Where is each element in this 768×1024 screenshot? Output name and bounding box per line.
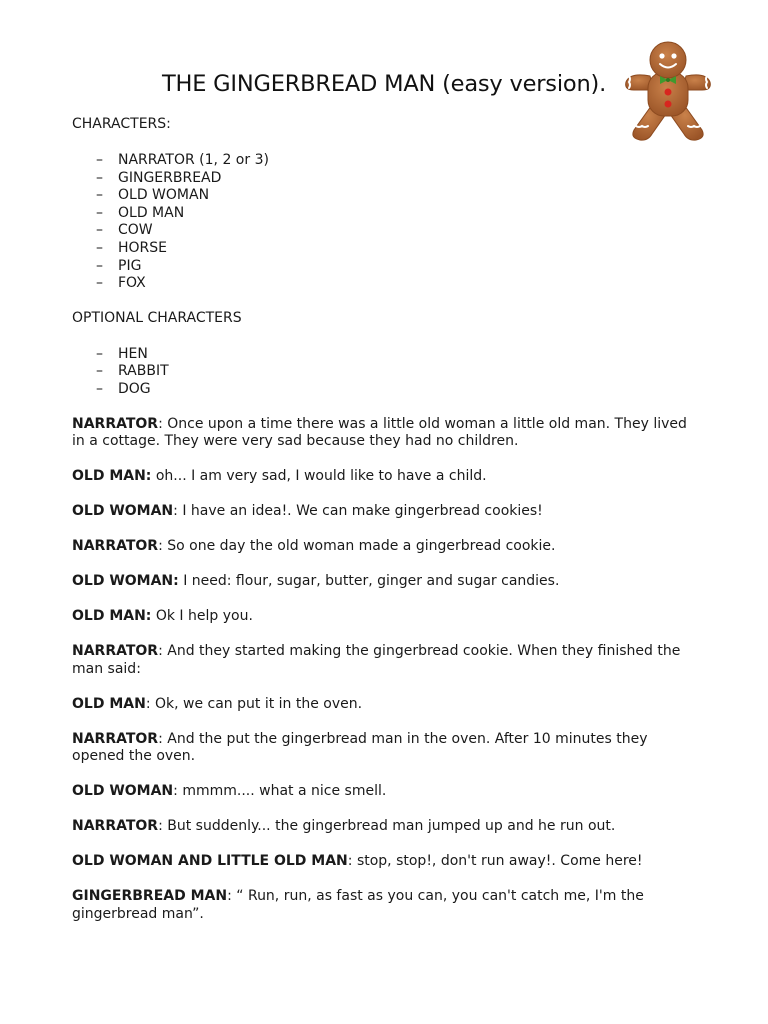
- dialogue-line: [72, 888, 702, 923]
- list-item: – GINGERBREAD: [96, 169, 222, 186]
- dialogue-line: [72, 608, 702, 626]
- speaker-name: NARRATOR: [72, 818, 159, 835]
- document-body: [72, 116, 702, 941]
- optional-characters-list: [72, 346, 702, 399]
- speaker-name: GINGERBREAD MAN: [72, 888, 228, 905]
- speaker-name: OLD WOMAN: [72, 783, 174, 800]
- dialogue-text: : “ Run, run, as fast as you can, you can't catch me, I'm the gingerbread man”.: [72, 888, 644, 922]
- speaker-name: OLD WOMAN: [72, 503, 174, 520]
- dialogue-text: : mmmm.... what a nice smell.: [173, 783, 387, 800]
- dialogue-line: [72, 538, 702, 556]
- list-item: – OLD MAN: [96, 204, 185, 221]
- list-item: – RABBIT: [96, 363, 169, 380]
- speaker-name: OLD MAN: [72, 695, 146, 712]
- dialogue-text: : Once upon a time there was a little old woman a little old man. They lived in a cottage. They were very sad because they had no children.: [72, 415, 687, 450]
- list-item: – HORSE: [96, 239, 168, 256]
- dialogue-line: [72, 468, 702, 486]
- dialogue-text: oh... I am very sad, I would like to have a child.: [151, 468, 487, 485]
- speaker-name: OLD WOMAN:: [72, 573, 179, 590]
- dialogue-text: : And the put the gingerbread man in the oven. After 10 minutes they opened the oven.: [72, 730, 648, 765]
- list-item: – NARRATOR (1, 2 or 3): [96, 152, 269, 168]
- dialogue-line: [72, 503, 702, 521]
- dialogue-text: : Ok, we can put it in the oven.: [145, 695, 363, 712]
- dialogue-line: [72, 853, 702, 871]
- dialogue-text: : stop, stop!, don't run away!. Come here!: [347, 853, 643, 870]
- dialogue-line: [72, 731, 702, 766]
- dialogue-text: I need: flour, sugar, butter, ginger and sugar candies.: [178, 573, 560, 590]
- speaker-name: NARRATOR: [72, 415, 159, 432]
- list-item: – DOG: [96, 380, 151, 397]
- speaker-name: NARRATOR: [72, 730, 159, 747]
- dialogue-text: Ok I help you.: [151, 608, 253, 625]
- dialogue-text: : I have an idea!. We can make gingerbread cookies!: [173, 503, 543, 520]
- dialogue-text: : So one day the old woman made a gingerbread cookie.: [158, 538, 556, 555]
- characters-heading: CHARACTERS:: [72, 116, 171, 132]
- dialogue-line: [72, 818, 702, 836]
- list-item: – HEN: [96, 345, 148, 362]
- speaker-name: NARRATOR: [72, 538, 159, 555]
- speaker-name: OLD WOMAN AND LITTLE OLD MAN: [72, 853, 348, 870]
- dialogue-text: : But suddenly... the gingerbread man jumped up and he run out.: [158, 818, 616, 835]
- optional-characters-heading: OPTIONAL CHARACTERS: [72, 309, 242, 326]
- document-title: THE GINGERBREAD MAN (easy version).: [161, 71, 607, 97]
- dialogue-line: [72, 416, 702, 451]
- characters-list: [72, 152, 702, 293]
- dialogue-line: [72, 696, 702, 714]
- list-item: – PIG: [96, 257, 142, 274]
- list-item: – OLD WOMAN: [96, 187, 210, 204]
- dialogue-line: [72, 573, 702, 591]
- speaker-name: OLD MAN:: [72, 608, 152, 625]
- speaker-name: NARRATOR: [72, 643, 159, 660]
- list-item: – COW: [96, 222, 153, 239]
- speaker-name: OLD MAN:: [72, 468, 152, 485]
- list-item: – FOX: [96, 275, 146, 292]
- dialogue-line: [72, 783, 702, 801]
- dialogue-line: [72, 643, 702, 678]
- dialogue-text: : And they started making the gingerbread cookie. When they finished the man said:: [72, 643, 681, 677]
